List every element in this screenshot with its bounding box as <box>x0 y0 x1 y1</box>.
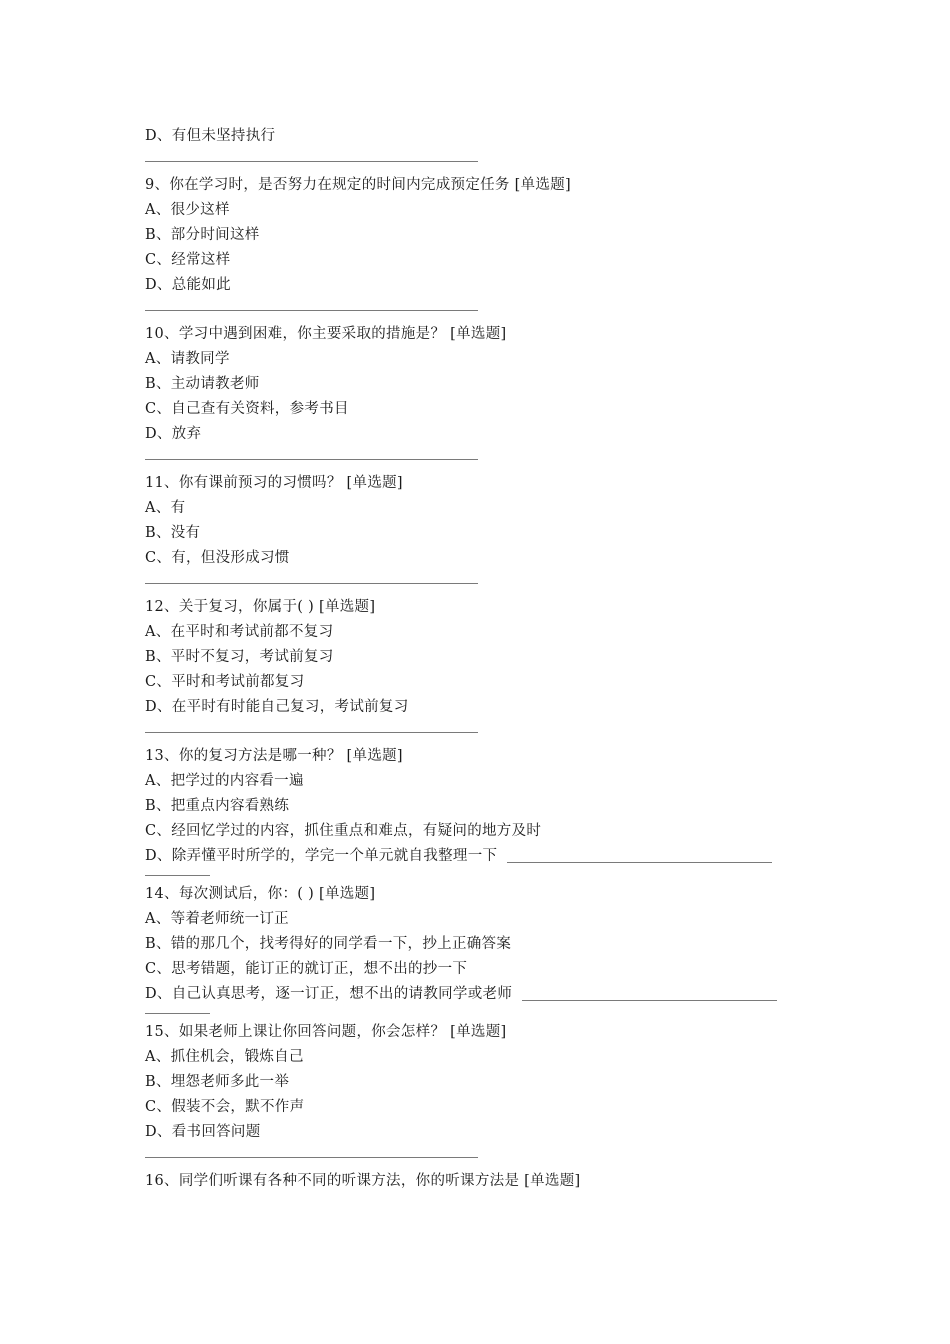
option-text: A、抓住机会，锻炼自己 <box>145 1049 304 1065</box>
separator-line <box>145 583 478 584</box>
option-text: A、等着老师统一订正 <box>145 911 289 927</box>
question-stem: 10、学习中遇到困难，你主要采取的措施是？ [单选题] <box>145 326 507 342</box>
option-text: A、有 <box>145 500 186 516</box>
fill-in-blank-line <box>522 1000 777 1001</box>
option-text: C、经回忆学过的内容，抓住重点和难点，有疑问的地方及时 <box>145 823 542 839</box>
option-text: B、主动请教老师 <box>145 376 260 392</box>
question-stem: 16、同学们听课有各种不同的听课方法，你的听课方法是 [单选题] <box>145 1173 581 1189</box>
fill-in-blank-line <box>507 862 772 863</box>
fill-in-blank-line-continuation <box>145 1013 210 1014</box>
option-text: B、部分时间这样 <box>145 227 260 243</box>
option-with-blank <box>145 982 815 1007</box>
option-text: B、平时不复习，考试前复习 <box>145 649 334 665</box>
separator-line <box>145 1157 478 1158</box>
question-13 <box>145 744 815 876</box>
option-text: B、错的那几个，找考得好的同学看一下，抄上正确答案 <box>145 936 512 952</box>
question-14 <box>145 882 815 1014</box>
option-text: B、把重点内容看熟练 <box>145 798 290 814</box>
option-text: D、看书回答问题 <box>145 1124 261 1140</box>
option-text: C、有，但没形成习惯 <box>145 550 290 566</box>
option-text: D、总能如此 <box>145 277 231 293</box>
separator-line <box>145 459 478 460</box>
option-text: B、埋怨老师多此一举 <box>145 1074 290 1090</box>
option-text: B、没有 <box>145 525 201 541</box>
option-text: C、思考错题，能订正的就订正，想不出的抄一下 <box>145 961 468 977</box>
option-text: C、自己查有关资料，参考书目 <box>145 401 349 417</box>
question-11 <box>145 471 815 571</box>
questionnaire-document <box>145 124 815 1194</box>
option-text: A、很少这样 <box>145 202 230 218</box>
option-text: D、自己认真思考，逐一订正，想不出的请教同学或老师 <box>145 986 513 1002</box>
option-text: C、平时和考试前都复习 <box>145 674 305 690</box>
option-text: A、把学过的内容看一遍 <box>145 773 304 789</box>
option-text: C、假装不会，默不作声 <box>145 1099 305 1115</box>
question-stem: 15、如果老师上课让你回答问题，你会怎样？ [单选题] <box>145 1024 507 1040</box>
fill-in-blank-line-continuation <box>145 875 210 876</box>
separator-line <box>145 161 478 162</box>
option-with-blank <box>145 844 815 869</box>
option-text: D、有但未坚持执行 <box>145 128 276 144</box>
question-stem: 12、关于复习，你属于( ) [单选题] <box>145 599 376 615</box>
question-9 <box>145 173 815 298</box>
option-text: D、放弃 <box>145 426 202 442</box>
separator-line <box>145 310 478 311</box>
question-12 <box>145 595 815 720</box>
option-text: A、在平时和考试前都不复习 <box>145 624 334 640</box>
option-text: D、在平时有时能自己复习，考试前复习 <box>145 699 409 715</box>
question-15 <box>145 1020 815 1145</box>
question-stem: 11、你有课前预习的习惯吗？ [单选题] <box>145 475 403 491</box>
option-text: C、经常这样 <box>145 252 231 268</box>
question-stem: 9、你在学习时，是否努力在规定的时间内完成预定任务 [单选题] <box>145 177 571 193</box>
question-10 <box>145 322 815 447</box>
option-text: D、除弄懂平时所学的，学完一个单元就自我整理一下 <box>145 848 498 864</box>
question-stem: 14、每次测试后，你：( ) [单选题] <box>145 886 376 902</box>
question-stem: 13、你的复习方法是哪一种？ [单选题] <box>145 748 403 764</box>
separator-line <box>145 732 478 733</box>
option-text: A、请教同学 <box>145 351 230 367</box>
question-16 <box>145 1169 815 1194</box>
